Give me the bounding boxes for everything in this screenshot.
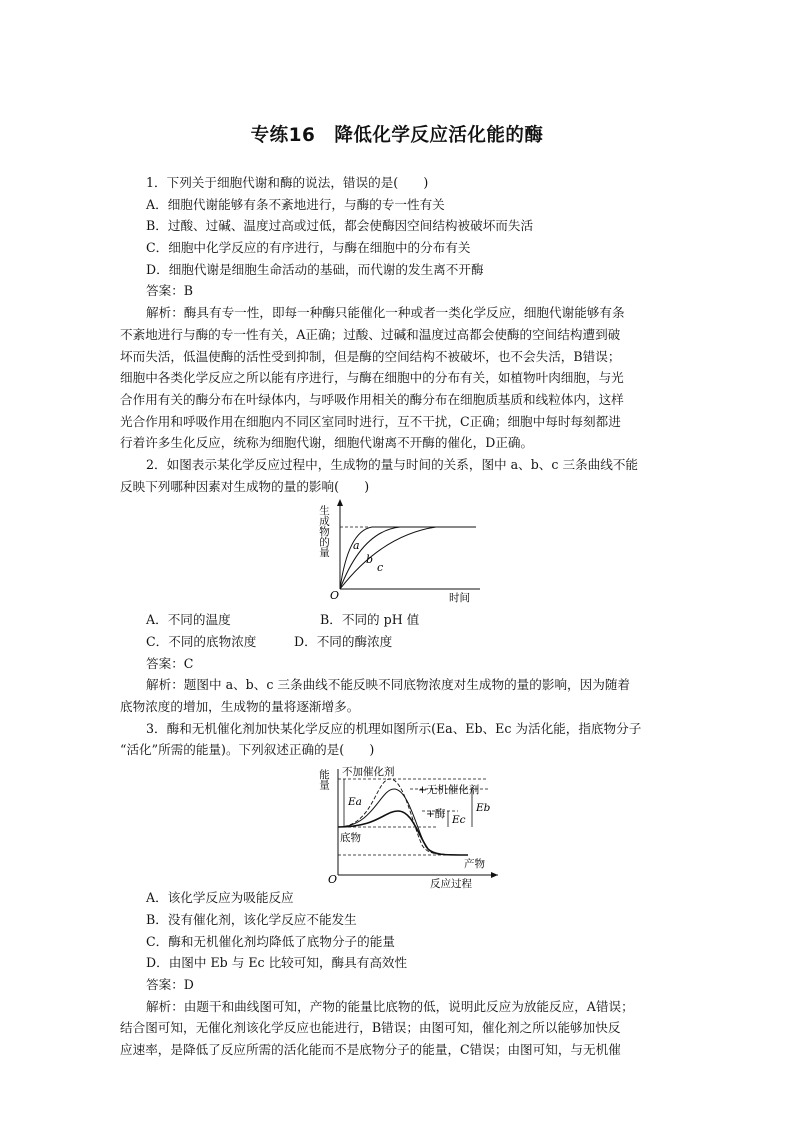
origin-label: O: [330, 589, 340, 603]
q1-option-c: C．细胞中化学反应的有序进行，与酶在细胞中的分布有关: [146, 240, 471, 256]
label-no-catalyst: 不加催化剂: [342, 766, 395, 779]
origin-label: O: [328, 873, 338, 887]
page-title: 专练16 降低化学反应活化能的酶: [250, 125, 544, 146]
y-axis-arrow: [337, 499, 343, 506]
label-ec: Ec: [452, 814, 466, 827]
q3-analysis-line: 应速率，是降低了反应所需的活化能而不是底物分子的能量，C错误；由图可知，与无机催: [120, 1041, 621, 1057]
q3-analysis-line: 结合图可知，无催化剂该化学反应也能进行，B错误；由图可知，催化剂之所以能够加快反: [120, 1020, 621, 1036]
q2-option-b: B．不同的 pH 值: [320, 612, 420, 628]
q3-option-b: B．没有催化剂，该化学反应不能发生: [146, 911, 357, 927]
q1-option-d: D．细胞代谢是细胞生命活动的基础，而代谢的发生离不开酶: [146, 261, 484, 277]
label-product: 产物: [464, 858, 485, 871]
q3-answer: 答案：D: [146, 976, 194, 992]
q1-stem: 1．下列关于细胞代谢和酶的说法，错误的是( ): [146, 175, 429, 190]
q2-analysis-line: 底物浓度的增加，生成物的量将逐渐增多。: [120, 699, 360, 715]
q2-stem-line: 反映下列哪种因素对生成物的量的影响( ): [120, 478, 370, 494]
label-eb: Eb: [476, 802, 491, 815]
x-axis-label: 反应过程: [430, 878, 472, 890]
q2-analysis-line: 解析：题图中 a、b、c 三条曲线不能反映不同底物浓度对生成物的量的影响，因为随着: [146, 677, 631, 693]
label-inorganic-catalyst: +无机催化剂: [418, 784, 480, 797]
q1-option-b: B．过酸、过碱、温度过高或过低，都会使酶因空间结构被破坏而失活: [146, 218, 534, 234]
q2-option-d: D．不同的酶浓度: [294, 634, 393, 649]
q2-option-a: A．不同的温度: [146, 612, 231, 628]
q3-stem-line: 3．酶和无机催化剂加快某化学反应的机理如图所示(Ea、Eb、Ec 为活化能，指底物分子: [146, 720, 642, 736]
y-axis-label: 能量: [318, 769, 330, 791]
curve-b-label: b: [366, 553, 374, 567]
x-axis-label: 时间: [449, 592, 470, 605]
q2-option-c: C．不同的底物浓度: [146, 634, 257, 649]
q3-graph-svg: [318, 763, 518, 889]
curve-a-label: a: [353, 539, 360, 553]
q1-analysis-line: 坏而失活，低温使酶的活性受到抑制，但是酶的空间结构不被破坏，也不会失活，B错误；: [120, 348, 621, 364]
q1-answer: 答案：B: [146, 283, 194, 299]
label-ea: Ea: [348, 796, 362, 809]
label-enzyme: +酶: [426, 808, 446, 821]
q2-options-row: [120, 609, 676, 631]
curve-b: [340, 527, 476, 589]
curve-a: [340, 527, 476, 589]
q3-figure: [120, 761, 676, 890]
q3-stem-line: “活化”所需的能量)。下列叙述正确的是( ): [120, 742, 375, 758]
q1-analysis-line: 合作用有关的酶分布在叶绿体内，与呼吸作用相关的酶分布在细胞质基质和线粒体内，这样: [120, 391, 624, 407]
document-body: [120, 172, 676, 1061]
q2-answer: 答案：C: [146, 655, 194, 671]
curve-c-label: c: [377, 561, 384, 575]
q1-analysis-line: 细胞中各类化学反应之所以能有序进行，与酶在细胞中的分布有关，如植物叶肉细胞，与光: [120, 370, 624, 386]
q1-analysis-line: 解析：酶具有专一性，即每一种酶只能催化一种或者一类化学反应，细胞代谢能够有条: [146, 305, 625, 321]
q3-analysis-line: 解析：由题干和曲线图可知，产物的能量比底物的低，说明此反应为放能反应，A错误；: [146, 998, 634, 1014]
label-substrate: 底物: [340, 832, 361, 845]
q3-option-c: C．酶和无机催化剂均降低了底物分子的能量: [146, 933, 395, 949]
q1-analysis-line: 光合作用和呼吸作用在细胞内不同区室同时进行，互不干扰，C正确；细胞中每时每刻都进: [120, 413, 621, 429]
q1-option-a: A．细胞代谢能够有条不紊地进行，与酶的专一性有关: [146, 196, 445, 212]
curve-c: [340, 527, 476, 589]
q1-analysis-line: 行着许多生化反应，统称为细胞代谢，细胞代谢离不开酶的催化，D正确。: [120, 435, 534, 451]
q2-stem-line: 2．如图表示某化学反应过程中，生成物的量与时间的关系，图中 a、b、c 三条曲线不能: [146, 456, 639, 472]
q2-figure: [120, 497, 676, 609]
q2-graph-svg: [310, 497, 510, 607]
y-axis-label: 生成物的量: [318, 505, 330, 558]
q3-option-a: A．该化学反应为吸能反应: [146, 890, 294, 906]
x-axis-arrow: [491, 872, 498, 878]
q1-analysis-line: 不紊地进行与酶的专一性有关，A正确；过酸、过碱和温度过高都会使酶的空间结构遭到破: [120, 326, 621, 342]
q2-options-row: [120, 631, 676, 653]
q3-option-d: D．由图中 Eb 与 Ec 比较可知，酶具有高效性: [146, 955, 408, 971]
